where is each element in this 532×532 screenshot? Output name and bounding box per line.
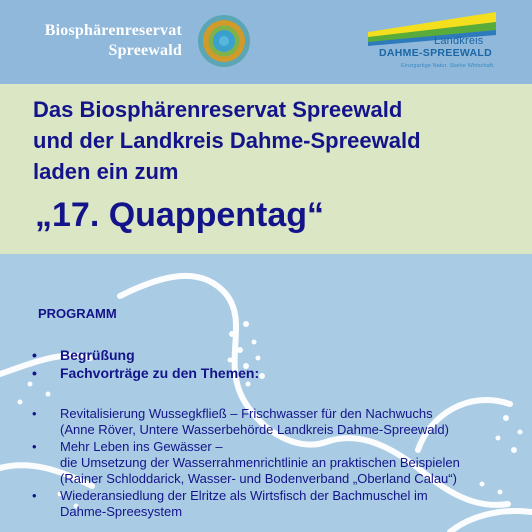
invitation-band <box>0 84 532 254</box>
invitation-line-2: und der Landkreis Dahme-Spreewald <box>33 128 421 153</box>
district-logo-slogan: Einzigartige Natur. Starke Wirtschaft. <box>401 63 495 69</box>
reserve-name-line-1: Biosphärenreservat <box>44 22 182 39</box>
program-heading: PROGRAMM <box>38 306 117 321</box>
topic-line: Revitalisierung Wussegkfließ – Frischwasser für den Nachwuchs <box>60 406 433 421</box>
header-band <box>0 0 532 84</box>
list-item <box>32 346 532 364</box>
topic-list <box>32 406 532 521</box>
list-item <box>32 488 532 520</box>
list-item-label: Fachvorträge zu den Themen: <box>60 365 260 381</box>
district-logo-name: DAHME-SPREEWALD <box>379 47 493 59</box>
topic-line: Wiederansiedlung der Elritze als Wirtsfisch der Bachmuschel im <box>60 488 428 503</box>
invitation-intro <box>33 94 513 187</box>
reserve-name-line-2: Spreewald <box>108 42 182 59</box>
district-logo <box>364 10 500 78</box>
bullet-icon: • <box>32 488 37 503</box>
list-item <box>32 364 532 382</box>
invitation-line-3: laden ein zum <box>33 159 179 184</box>
topic-line: Mehr Leben ins Gewässer – <box>60 439 223 454</box>
bullet-icon: • <box>32 406 37 421</box>
main-program-list <box>32 346 532 382</box>
list-item <box>32 439 532 487</box>
list-item-label: Begrüßung <box>60 347 135 363</box>
list-item <box>32 406 532 438</box>
topic-line: die Umsetzung der Wasserrahmenrichtlinie an praktischen Beispielen <box>60 455 460 470</box>
topic-line: (Rainer Schloddarick, Wasser- und Bodenverband „Oberland Calau“) <box>60 471 457 486</box>
bullet-icon: • <box>32 439 37 454</box>
bullet-icon: • <box>32 347 37 363</box>
district-logo-label: Landkreis <box>434 35 484 47</box>
topic-line: Dahme-Spreesystem <box>60 504 183 519</box>
bullet-icon: • <box>32 365 37 381</box>
invitation-line-1: Das Biosphärenreservat Spreewald <box>33 97 403 122</box>
topic-line: (Anne Röver, Untere Wasserbehörde Landkreis Dahme-Spreewald) <box>60 422 449 437</box>
event-title: „17. Quappentag“ <box>35 196 325 234</box>
biosphere-reserve-logo-icon <box>197 14 251 68</box>
reserve-name <box>34 21 182 61</box>
